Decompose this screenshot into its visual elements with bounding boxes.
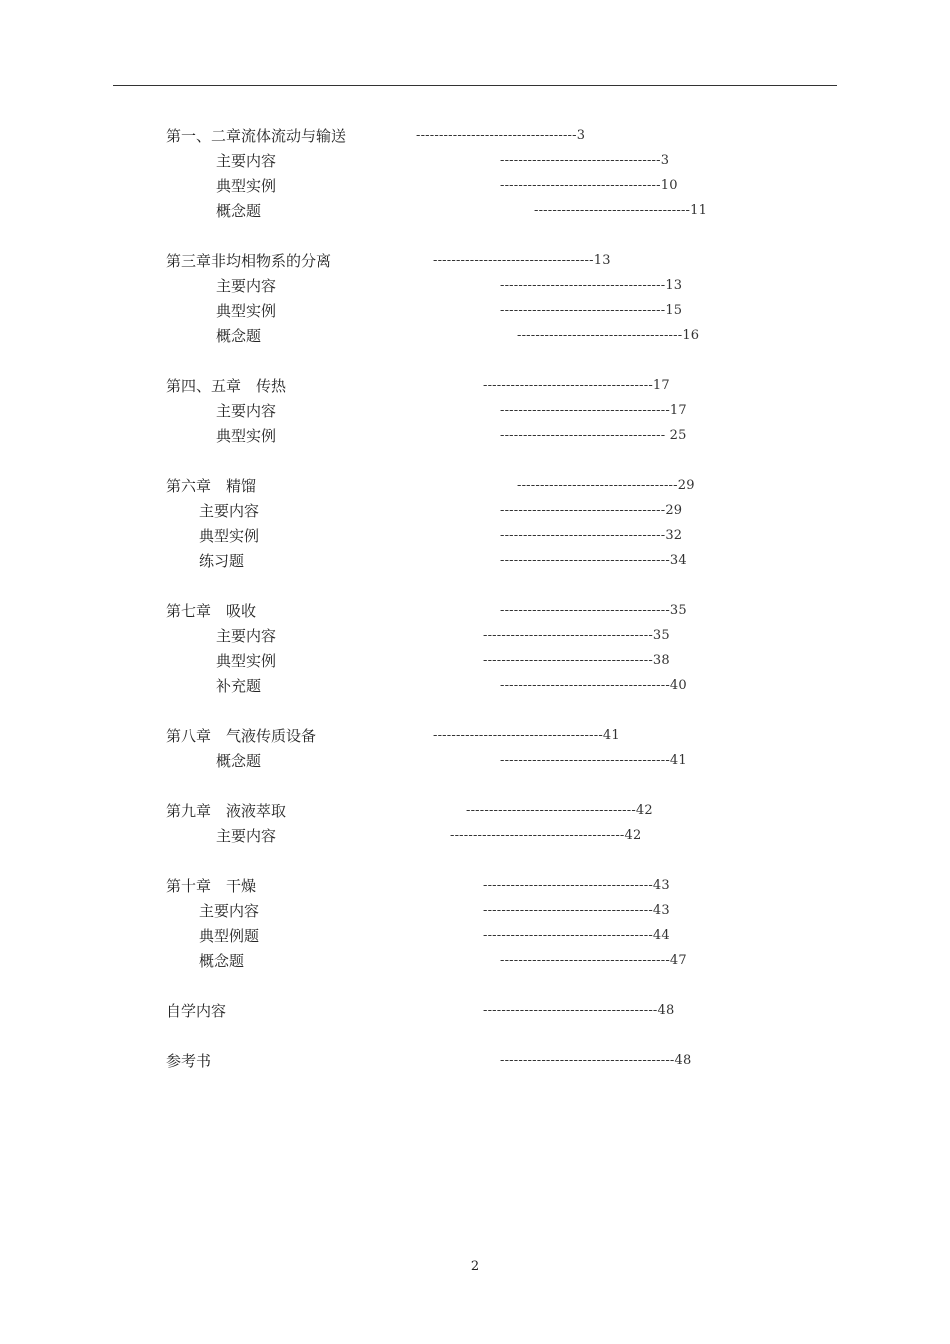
toc-entry-label: 第十章 干燥 <box>166 877 257 895</box>
toc-entry-label: 主要内容 <box>216 827 277 845</box>
toc-entry-leader: -----------------------------------29 <box>517 478 695 493</box>
toc-entry-leader: --------------------------------------48 <box>483 1003 675 1018</box>
toc-entry-label: 概念题 <box>199 952 245 970</box>
toc-entry-leader: -----------------------------------10 <box>500 178 678 193</box>
toc-entry-label: 典型实例 <box>216 652 277 670</box>
toc-entry-leader: ------------------------------------29 <box>500 503 683 518</box>
toc-entry-label: 练习题 <box>199 552 245 570</box>
toc-entry-leader: -------------------------------------40 <box>500 678 687 693</box>
toc-entry-leader: -------------------------------------41 <box>433 728 620 743</box>
toc-entry-leader: ------------------------------------ 25 <box>500 428 687 443</box>
toc-entry-leader: ------------------------------------13 <box>500 278 683 293</box>
toc-entry-label: 主要内容 <box>216 152 277 170</box>
toc-entry-label: 参考书 <box>166 1052 212 1070</box>
toc-entry-leader: ----------------------------------11 <box>534 203 708 218</box>
toc-entry-leader: -------------------------------------38 <box>483 653 670 668</box>
toc-entry-leader: -------------------------------------47 <box>500 953 687 968</box>
toc-entry-leader: ------------------------------------16 <box>517 328 700 343</box>
toc-entry-leader: ------------------------------------32 <box>500 528 683 543</box>
toc-entry-label: 典型实例 <box>216 302 277 320</box>
toc-entry-leader: -------------------------------------43 <box>483 903 670 918</box>
toc-entry-leader: -------------------------------------35 <box>483 628 670 643</box>
toc-entry-leader: -----------------------------------13 <box>433 253 611 268</box>
toc-entry-label: 概念题 <box>216 752 262 770</box>
toc-entry-leader: -----------------------------------3 <box>500 153 670 168</box>
toc-entry-leader: --------------------------------------42 <box>450 828 642 843</box>
toc-entry-label: 典型实例 <box>216 177 277 195</box>
toc-entry-label: 概念题 <box>216 327 262 345</box>
toc-entry-label: 第九章 液液萃取 <box>166 802 287 820</box>
page-number: 2 <box>470 1259 480 1274</box>
toc-entry-label: 第六章 精馏 <box>166 477 257 495</box>
toc-entry-leader: -------------------------------------17 <box>500 403 687 418</box>
toc-entry-leader: -----------------------------------3 <box>416 128 586 143</box>
toc-entry-label: 概念题 <box>216 202 262 220</box>
toc-entry-label: 主要内容 <box>216 402 277 420</box>
toc-entry-leader: -------------------------------------42 <box>466 803 653 818</box>
toc-entry-label: 第七章 吸收 <box>166 602 257 620</box>
toc-entry-leader: -------------------------------------35 <box>500 603 687 618</box>
toc-entry-label: 主要内容 <box>216 627 277 645</box>
toc-entry-label: 第三章非均相物系的分离 <box>166 252 332 270</box>
toc-entry-leader: --------------------------------------48 <box>500 1053 692 1068</box>
toc-entry-label: 补充题 <box>216 677 262 695</box>
toc-entry-label: 主要内容 <box>199 902 260 920</box>
toc-entry-leader: -------------------------------------44 <box>483 928 670 943</box>
toc-entry-label: 典型例题 <box>199 927 260 945</box>
toc-entry-label: 主要内容 <box>199 502 260 520</box>
toc-entry-leader: -------------------------------------17 <box>483 378 670 393</box>
toc-entry-leader: -------------------------------------41 <box>500 753 687 768</box>
toc-entry-label: 第八章 气液传质设备 <box>166 727 317 745</box>
toc-entry-leader: -------------------------------------34 <box>500 553 687 568</box>
toc-entry-label: 自学内容 <box>166 1002 227 1020</box>
toc-entry-label: 典型实例 <box>199 527 260 545</box>
toc-entry-leader: -------------------------------------43 <box>483 878 670 893</box>
toc-entry-leader: ------------------------------------15 <box>500 303 683 318</box>
toc-entry-label: 第一、二章流体流动与输送 <box>166 127 347 145</box>
toc-entry-label: 典型实例 <box>216 427 277 445</box>
toc-entry-label: 第四、五章 传热 <box>166 377 287 395</box>
toc-entry-label: 主要内容 <box>216 277 277 295</box>
